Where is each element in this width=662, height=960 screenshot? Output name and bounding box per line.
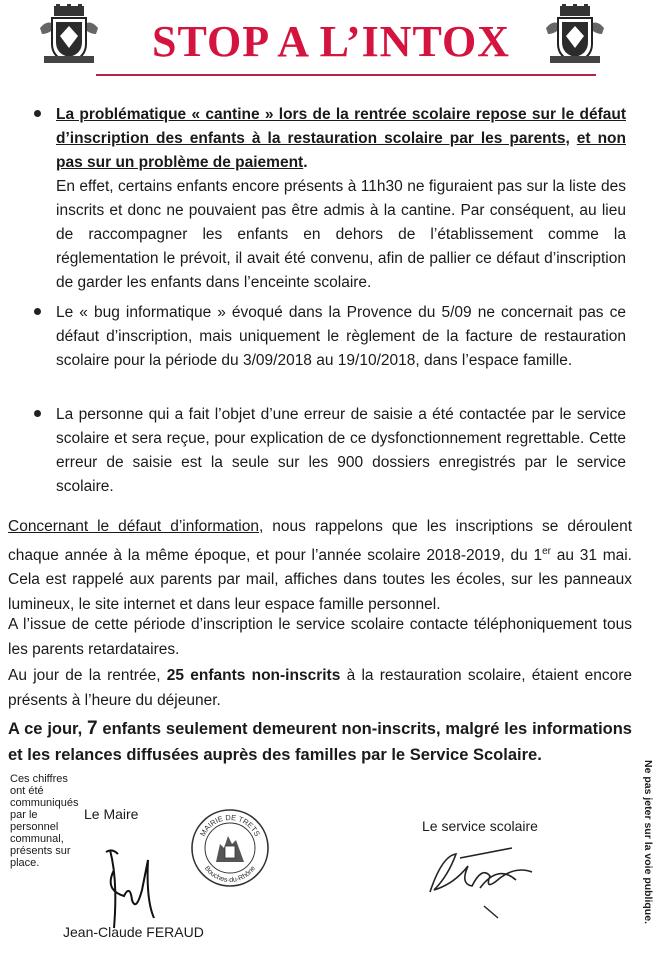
coat-of-arms-icon — [544, 4, 606, 66]
seal-top-text: MAIRIE DE TRETS — [198, 812, 262, 838]
side-disclaimer — [640, 744, 656, 940]
school-service-signature — [420, 836, 540, 922]
info-text: A l’issue de cette période d’inscription le service scolaire contacte téléphoniquement tous les parents retardataires. — [8, 616, 632, 658]
bullet-lead-end: . — [303, 154, 308, 171]
coat-of-arms-icon — [38, 4, 100, 66]
bullet-item — [34, 103, 626, 295]
side-disclaimer-text: Ne pas jeter sur la voie publique. — [642, 760, 654, 924]
conclusion-text: A ce jour, — [8, 720, 87, 738]
bullet-text: La personne qui a fait l’objet d’une erreur de saisie a été contactée par le service scolaire et sera reçue, pour explication de ce dysfonctionnement regrettable. Cette erreur de saisie est la seule sur les 900 dossiers enregistrés par le service scolaire. — [56, 406, 626, 495]
page-title: STOP A L’INTOX — [151, 17, 511, 66]
bullet-lead-2: et non pas sur un problème de paiement — [56, 130, 626, 171]
info-superscript: er — [542, 545, 552, 557]
info-paragraph — [8, 613, 632, 662]
bullet-item — [34, 403, 626, 499]
conclusion-text: enfants seulement demeurent non-inscrits, malgré les informations et les relances diffusées auprès des familles par le Service Scolaire. — [8, 720, 632, 764]
info-text: Au jour de la rentrée, — [8, 667, 167, 684]
info-heading: Concernant le défaut d’information — [8, 518, 259, 535]
conclusion-number: 7 — [86, 718, 98, 739]
school-service-label: Le service scolaire — [422, 818, 538, 834]
source-note: Ces chiffres ont été communiqués par le personnel communal, présents sur place. — [10, 773, 79, 869]
info-highlight: 25 enfants non-inscrits — [166, 667, 341, 684]
bullet-icon — [34, 308, 41, 315]
title-underline — [96, 74, 596, 76]
info-text: , nous rappelons que les inscriptions se déroulent chaque année à la même époque, et pour l’année scolaire 2018-2019, du 1 — [8, 518, 632, 564]
mayor-label: Le Maire — [84, 806, 139, 822]
bullet-text: Le « bug informatique » évoqué dans la Provence du 5/09 ne concernait pas ce défaut d’inscription, mais uniquement le règlement de la facture de restauration scolaire pour la période du 3/09/2018 au 19/10/2018, dans l’espace famille. — [56, 304, 626, 369]
town-seal-stamp — [190, 808, 270, 888]
bullet-icon — [34, 110, 41, 117]
info-text: à la restauration scolaire, étaient encore présents à l’heure du déjeuner. — [8, 667, 632, 709]
info-paragraph — [8, 664, 632, 713]
conclusion-paragraph — [8, 716, 632, 768]
bullet-icon — [34, 410, 41, 417]
bullet-lead: La problématique « cantine » lors de la rentrée scolaire repose sur le défaut d’inscription des enfants à la restauration scolaire par les parents — [56, 106, 626, 147]
info-paragraph — [8, 515, 632, 617]
mayor-signature — [96, 840, 166, 932]
bullet-lead-sep: , — [565, 130, 577, 147]
mayor-name: Jean-Claude FERAUD — [63, 924, 204, 940]
info-text: au 31 mai. Cela est rappelé aux parents par mail, affiches dans toutes les écoles, sur les panneaux lumineux, le site internet et dans leur espace famille personnel. — [8, 546, 632, 613]
bullet-body: En effet, certains enfants encore présents à 11h30 ne figuraient pas sur la liste des inscrits et donc ne pouvaient pas être admis à la cantine. Par conséquent, au lieu de raccompagner les enfants en dehors de l’établissement comme la réglementation le prévoit, il avait été convenu, afin de pallier ce défaut d’inscription de garder les enfants dans l’enceinte scolaire. — [56, 178, 626, 291]
seal-bottom-text: Bouches-du-Rhône — [202, 865, 258, 885]
bullet-item — [34, 301, 626, 373]
